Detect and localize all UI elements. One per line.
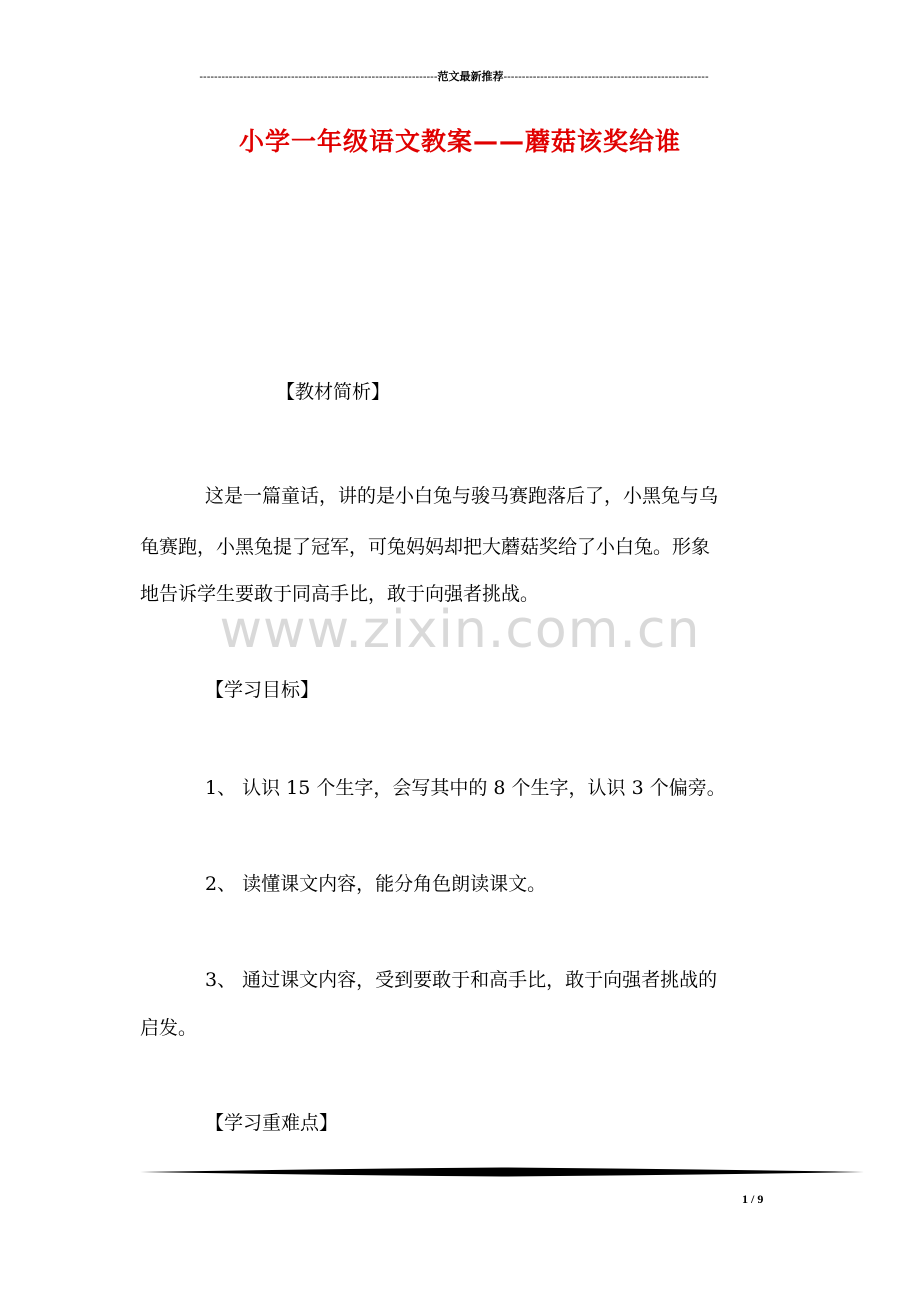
watermark: www.zixin.com.cn: [219, 600, 701, 660]
header-label: 范文最新推荐: [437, 71, 504, 83]
list-item-continuation: 启发。: [140, 1017, 198, 1039]
section-heading-learning-goals: 【学习目标】: [205, 679, 320, 701]
page-number: 1 / 9: [742, 1192, 764, 1206]
list-item: 1、 认识 15 个生字，会写其中的 8 个生字，认识 3 个偏旁。: [205, 777, 726, 799]
list-item: 3、 通过课文内容，受到要敢于和高手比，敢于向强者挑战的: [205, 969, 718, 991]
footer-rule: [140, 1166, 864, 1178]
header-dashes-right: --------------------------------------------------------: [503, 71, 709, 83]
section-heading-key-difficulties: 【学习重难点】: [205, 1112, 339, 1134]
document-title: 小学一年级语文教案——蘑菇该奖给谁: [238, 127, 681, 156]
paragraph-line: 这是一篇童话，讲的是小白兔与骏马赛跑落后了，小黑兔与乌: [205, 485, 719, 507]
header-rule: [140, 68, 768, 84]
paragraph-line: 龟赛跑，小黑兔提了冠军，可兔妈妈却把大蘑菇奖给了小白兔。形象: [140, 536, 711, 558]
section-heading-textbook-analysis: 【教材简析】: [276, 381, 391, 403]
list-item: 2、 读懂课文内容，能分角色朗读课文。: [205, 873, 547, 895]
paragraph-line: 地告诉学生要敢于同高手比，敢于向强者挑战。: [140, 583, 540, 605]
header-dashes-left: -----------------------------------------------------------------: [199, 71, 438, 83]
